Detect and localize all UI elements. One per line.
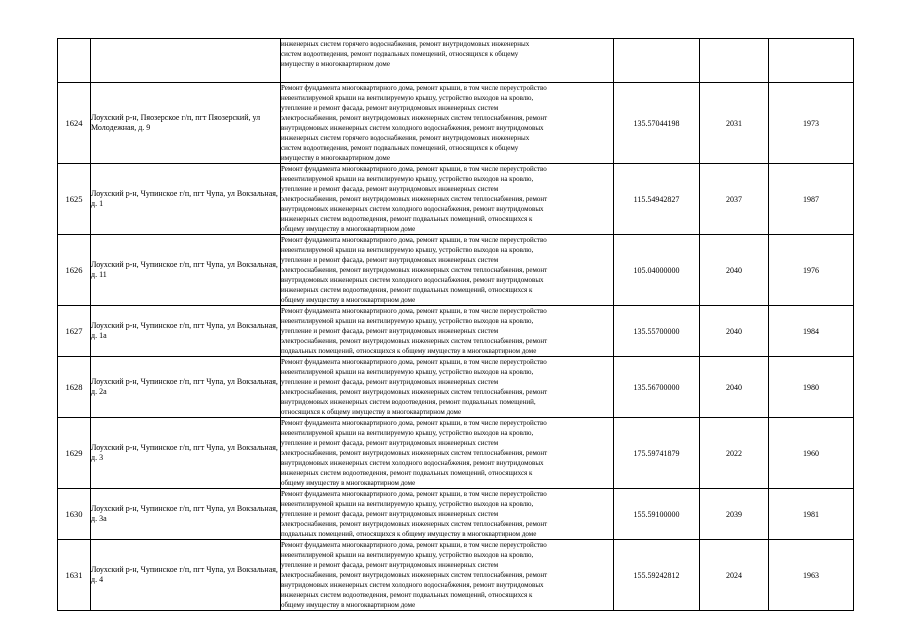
build-year-cell [769,39,854,83]
planned-year-cell: 2040 [700,306,769,357]
works-line: утепление и ремонт фасада, ремонт внутридомовых инженерных систем [281,439,499,447]
works-line: внутридомовых инженерных систем холодного водоснабжения, ремонт внутридомовых [281,459,544,467]
works-line: Ремонт фундамента многоквартирного дома, ремонт крыши, в том числе переустройство [281,236,547,244]
works-line: Ремонт фундамента многоквартирного дома, ремонт крыши, в том числе переустройство [281,358,547,366]
works-line: утепление и ремонт фасада, ремонт внутридомовых инженерных систем [281,378,499,386]
row-number-cell: 1630 [58,489,91,540]
planned-year-cell: 2037 [700,164,769,235]
planned-year-cell: 2040 [700,357,769,418]
works-line: электроснабжения, ремонт внутридомовых инженерных систем теплоснабжения, ремонт [281,266,548,274]
cost-cell: 115.54942827 [614,164,700,235]
works-line: утепление и ремонт фасада, ремонт внутридомовых инженерных систем [281,561,499,569]
address-cell: Лоухский р-н, Чупинское г/п, пгт Чупа, ул Вокзальная, д. 3а [91,489,281,540]
cost-cell: 135.56700000 [614,357,700,418]
table-row [58,418,854,489]
works-line: инженерных систем водоотведения, ремонт подвальных помещений, относящихся к [281,469,533,477]
works-line: инженерных систем горячего водоснабжения, ремонт внутридомовых инженерных [281,40,530,48]
works-line: электроснабжения, ремонт внутридомовых инженерных систем теплоснабжения, ремонт [281,571,548,579]
works-line: электроснабжения, ремонт внутридомовых инженерных систем теплоснабжения, ремонт [281,520,548,528]
works-description-cell [281,418,614,489]
works-description-cell [281,489,614,540]
works-line: электроснабжения, ремонт внутридомовых инженерных систем теплоснабжения, ремонт [281,388,548,396]
cost-cell: 135.57044198 [614,83,700,164]
works-line: инженерных систем водоотведения, ремонт подвальных помещений, относящихся к [281,591,533,599]
works-line: невентилируемой крыши на вентилируемую крышу, устройство выходов на кровлю, [281,94,534,102]
works-line: утепление и ремонт фасада, ремонт внутридомовых инженерных систем [281,185,499,193]
table-row [58,83,854,164]
works-line: невентилируемой крыши на вентилируемую крышу, устройство выходов на кровлю, [281,317,534,325]
table-row [58,164,854,235]
cost-cell: 155.59100000 [614,489,700,540]
cost-cell: 155.59242812 [614,540,700,611]
build-year-cell: 1963 [769,540,854,611]
capital-repair-table [57,38,854,611]
works-description-cell [281,164,614,235]
cost-cell [614,39,700,83]
works-line: подвальных помещений, относящихся к общему имуществу в многоквартирном доме [281,347,537,355]
works-line: инженерных систем горячего водоснабжения, ремонт внутридомовых инженерных [281,134,530,142]
build-year-cell: 1980 [769,357,854,418]
row-number-cell: 1627 [58,306,91,357]
works-line: невентилируемой крыши на вентилируемую крышу, устройство выходов на кровлю, [281,175,534,183]
address-cell: Лоухский р-н, Чупинское г/п, пгт Чупа, ул Вокзальная, д. 11 [91,235,281,306]
works-line: внутридомовых инженерных систем холодного водоснабжения, ремонт внутридомовых [281,276,544,284]
row-number-cell [58,39,91,83]
address-cell: Лоухский р-н, Чупинское г/п, пгт Чупа, ул Вокзальная, д. 1 [91,164,281,235]
row-number-cell: 1629 [58,418,91,489]
works-description-cell [281,540,614,611]
works-line: Ремонт фундамента многоквартирного дома, ремонт крыши, в том числе переустройство [281,419,547,427]
table-row [58,489,854,540]
address-cell: Лоухский р-н, Чупинское г/п, пгт Чупа, ул Вокзальная, д. 2а [91,357,281,418]
works-line: электроснабжения, ремонт внутридомовых инженерных систем теплоснабжения, ремонт [281,114,548,122]
works-line: общему имуществу в многоквартирном доме [281,225,416,233]
works-line: невентилируемой крыши на вентилируемую крышу, устройство выходов на кровлю, [281,429,534,437]
address-cell: Лоухский р-н, Чупинское г/п, пгт Чупа, ул Вокзальная, д. 3 [91,418,281,489]
works-line: имуществу в многоквартирном доме [281,60,390,68]
works-description-cell [281,235,614,306]
address-cell: Лоухский р-н, Пяозерское г/п, пгт Пяозерский, ул Молодежная, д. 9 [91,83,281,164]
works-line: относящихся к общему имуществу в многоквартирном доме [281,408,462,416]
build-year-cell: 1984 [769,306,854,357]
row-number-cell: 1628 [58,357,91,418]
works-line: невентилируемой крыши на вентилируемую крышу, устройство выходов на кровлю, [281,246,534,254]
works-line: Ремонт фундамента многоквартирного дома, ремонт крыши, в том числе переустройство [281,307,547,315]
works-line: утепление и ремонт фасада, ремонт внутридомовых инженерных систем [281,256,499,264]
table-row [58,540,854,611]
row-number-cell: 1625 [58,164,91,235]
works-line: инженерных систем водоотведения, ремонт подвальных помещений, относящихся к [281,286,533,294]
build-year-cell: 1987 [769,164,854,235]
works-line: общему имуществу в многоквартирном доме [281,601,416,609]
works-line: внутридомовых инженерных систем холодного водоснабжения, ремонт внутридомовых [281,124,544,132]
build-year-cell: 1981 [769,489,854,540]
works-line: утепление и ремонт фасада, ремонт внутридомовых инженерных систем [281,327,499,335]
works-line: Ремонт фундамента многоквартирного дома, ремонт крыши, в том числе переустройство [281,490,547,498]
build-year-cell: 1976 [769,235,854,306]
works-line: утепление и ремонт фасада, ремонт внутридомовых инженерных систем [281,104,499,112]
works-line: невентилируемой крыши на вентилируемую крышу, устройство выходов на кровлю, [281,500,534,508]
works-line: внутридомовых инженерных систем холодного водоснабжения, ремонт внутридомовых [281,581,544,589]
build-year-cell: 1973 [769,83,854,164]
planned-year-cell: 2031 [700,83,769,164]
works-line: Ремонт фундамента многоквартирного дома, ремонт крыши, в том числе переустройство [281,84,547,92]
works-description-cell [281,357,614,418]
works-description-cell [281,306,614,357]
cost-cell: 175.59741879 [614,418,700,489]
address-cell [91,39,281,83]
cost-cell: 105.04000000 [614,235,700,306]
table-row [58,357,854,418]
table-row [58,235,854,306]
build-year-cell: 1960 [769,418,854,489]
works-line: внутридомовых инженерных систем водоотведения, ремонт подвальных помещений, [281,398,536,406]
planned-year-cell: 2024 [700,540,769,611]
works-line: систем водоотведения, ремонт подвальных помещений, относящихся к общему [281,50,519,58]
works-line: Ремонт фундамента многоквартирного дома, ремонт крыши, в том числе переустройство [281,165,547,173]
planned-year-cell [700,39,769,83]
works-description-cell [281,83,614,164]
table-row [58,306,854,357]
works-line: имуществу в многоквартирном доме [281,154,390,162]
cost-cell: 135.55700000 [614,306,700,357]
works-line: невентилируемой крыши на вентилируемую крышу, устройство выходов на кровлю, [281,551,534,559]
works-line: инженерных систем водоотведения, ремонт подвальных помещений, относящихся к [281,215,533,223]
works-description-cell [281,39,614,83]
planned-year-cell: 2022 [700,418,769,489]
works-line: систем водоотведения, ремонт подвальных помещений, относящихся к общему [281,144,519,152]
row-number-cell: 1626 [58,235,91,306]
works-line: электроснабжения, ремонт внутридомовых инженерных систем теплоснабжения, ремонт [281,195,548,203]
works-line: внутридомовых инженерных систем холодного водоснабжения, ремонт внутридомовых [281,205,544,213]
planned-year-cell: 2039 [700,489,769,540]
works-line: Ремонт фундамента многоквартирного дома, ремонт крыши, в том числе переустройство [281,541,547,549]
continuation-row [58,39,854,83]
works-line: невентилируемой крыши на вентилируемую крышу, устройство выходов на кровлю, [281,368,534,376]
works-line: электроснабжения, ремонт внутридомовых инженерных систем теплоснабжения, ремонт [281,337,548,345]
works-line: общему имуществу в многоквартирном доме [281,296,416,304]
works-line: электроснабжения, ремонт внутридомовых инженерных систем теплоснабжения, ремонт [281,449,548,457]
works-line: утепление и ремонт фасада, ремонт внутридомовых инженерных систем [281,510,499,518]
works-line: общему имуществу в многоквартирном доме [281,479,416,487]
row-number-cell: 1624 [58,83,91,164]
address-cell: Лоухский р-н, Чупинское г/п, пгт Чупа, ул Вокзальная, д. 1а [91,306,281,357]
row-number-cell: 1631 [58,540,91,611]
address-cell: Лоухский р-н, Чупинское г/п, пгт Чупа, ул Вокзальная, д. 4 [91,540,281,611]
planned-year-cell: 2040 [700,235,769,306]
works-line: подвальных помещений, относящихся к общему имуществу в многоквартирном доме [281,530,537,538]
